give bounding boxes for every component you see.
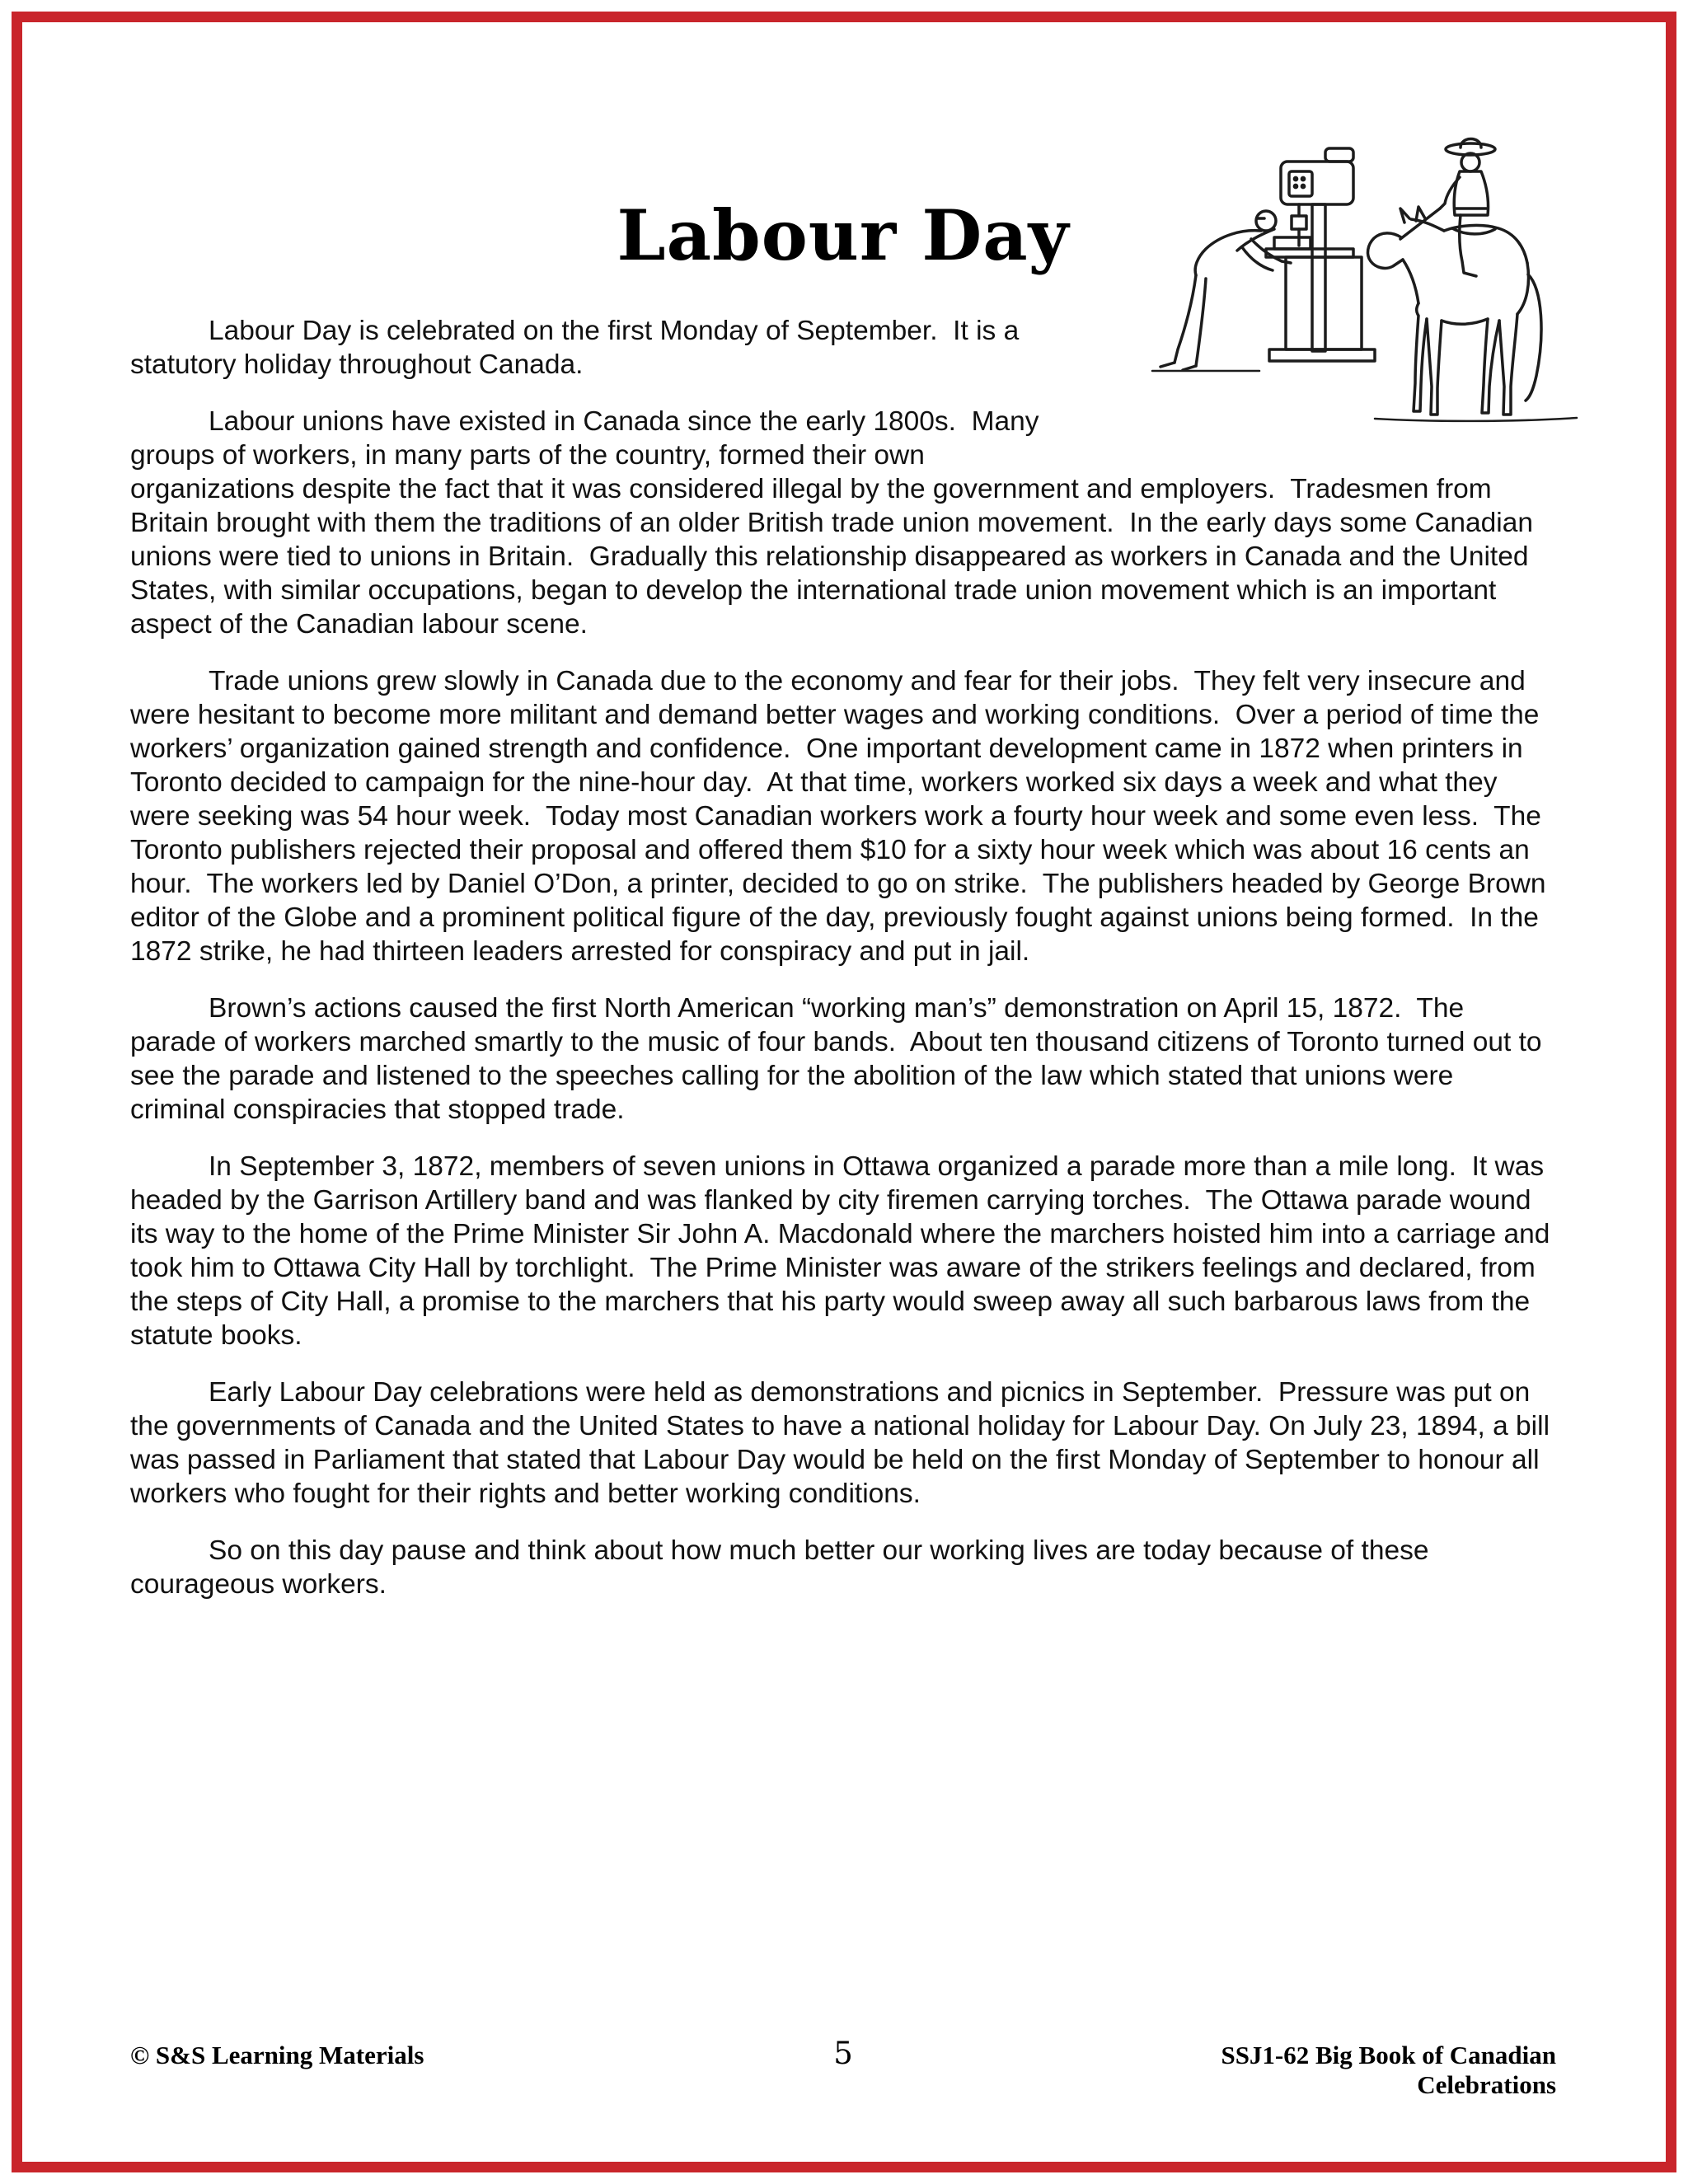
paragraph-union-history: Labour unions have existed in Canada since the early 1800s. Many groups of workers, in many parts of the country, formed their own organizations despite the fact that it was considered illegal by the government and employers. Tradesmen from Britain brought with them the traditions of an older British trade union movement. In the early days some Canadian unions were tied to unions in Britain. Gradually this relationship disappeared as workers in Canada and the United States, with similar occupations, began to develop the international trade union movement which is an important aspect of the Canadian labour scene.: [130, 406, 1541, 640]
footer-page-number: 5: [833, 2036, 853, 2071]
paragraph-closing: So on this day pause and think about how much better our working lives are today because of these courageous workers.: [130, 1535, 1437, 1600]
paragraph-ottawa-parade: In September 3, 1872, members of seven unions in Ottawa organized a parade more than a mile long. It was headed by the Garrison Artillery band and was flanked by city firemen carrying torches. The Ottawa parade wound its way to the home of the Prime Minister Sir John A. Macdonald where the marchers hoisted him into a carriage and took him to Ottawa City Hall by torchlight. The Prime Minister was aware of the strikers feelings and declared, from the steps of City Hall, a promise to the marchers that his party would sweep away all such barbarous laws from the statute books.: [130, 1151, 1558, 1351]
paragraph-intro: Labour Day is celebrated on the first Monday of September. It is a statutory holiday throughout Canada.: [130, 316, 1027, 380]
page-footer: [130, 2036, 1556, 2100]
page-title: Labour Day: [617, 194, 1070, 276]
footer-copyright: © S&S Learning Materials: [130, 2041, 424, 2069]
paragraph-1872-strike: Trade unions grew slowly in Canada due to the economy and fear for their jobs. They felt very insecure and were hesitant to become more militant and demand better wages and working conditions. Over a period of time the workers’ organization gained strength and confidence. One important development came in 1872 when printers in Toronto decided to campaign for the nine-hour day. At that time, workers worked six days a week and what they were seeking was 54 hour week. Today most Canadian workers work a fourty hour week and some even less. The Toronto publishers rejected their proposal and offered them $10 for a sixty hour week which was about 16 cents an hour. The workers led by Daniel O’Don, a printer, decided to go on strike. The publishers headed by George Brown editor of the Globe and a prominent political figure of the day, previously fought against unions being formed. In the 1872 strike, he had thirteen leaders arrested for conspiracy and put in jail.: [130, 666, 1554, 967]
page-content: [130, 194, 1556, 1624]
footer-book-title: SSJ1-62 Big Book of Canadian Celebrations: [1221, 2041, 1557, 2099]
paragraph-first-demonstration: Brown’s actions caused the first North American “working man’s” demonstration on April 15, 1872. The parade of workers marched smartly to the music of four bands. About ten thousand citizens of Toronto turned out to see the parade and listened to the speeches calling for the abolition of the law which stated that unions were criminal conspiracies that stopped trade.: [130, 993, 1550, 1125]
illustration-text-wrap-spacer: [1095, 314, 1556, 472]
paragraph-national-holiday: Early Labour Day celebrations were held as demonstrations and picnics in September. Pressure was put on the governments of Canada and the United States to have a national holiday for Labour Day. On July 23, 1894, a bill was passed in Parliament that stated that Labour Day would be held on the first Monday of September to honour all workers who fought for their rights and better working conditions.: [130, 1377, 1558, 1509]
